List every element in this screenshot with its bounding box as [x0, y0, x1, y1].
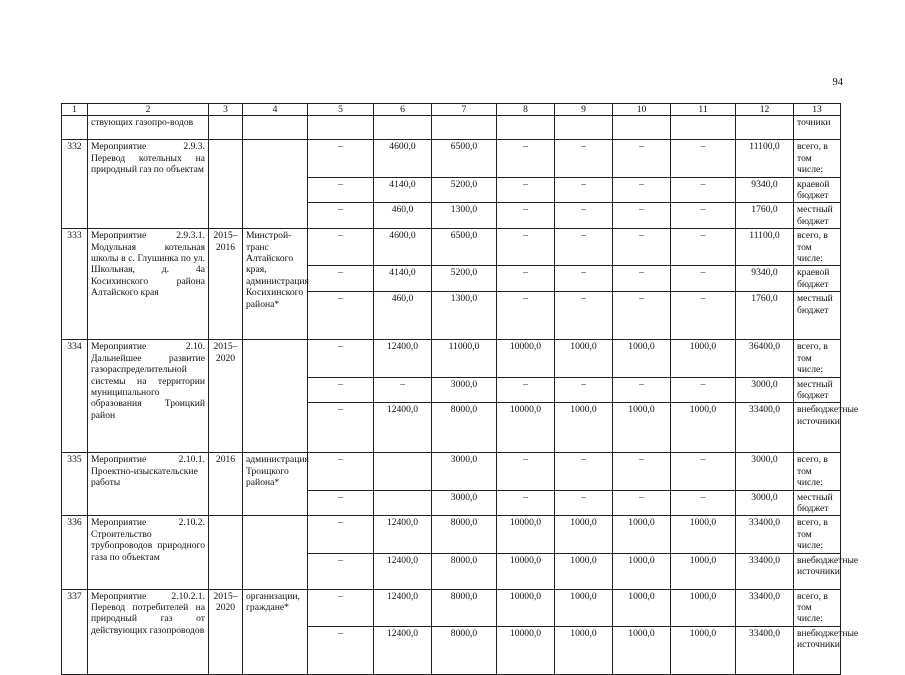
value-cell: –	[613, 453, 671, 490]
value-cell: –	[497, 203, 555, 229]
value-cell	[308, 116, 374, 140]
value-cell: 1000,0	[671, 589, 736, 626]
period-cell: 2016	[209, 453, 243, 516]
value-cell: 3000,0	[432, 377, 497, 403]
value-cell: –	[613, 490, 671, 516]
value-cell	[432, 116, 497, 140]
value-cell: 12400,0	[374, 626, 432, 674]
funding-source-cell: всего, в том числе:	[794, 516, 841, 553]
value-cell: 10000,0	[497, 589, 555, 626]
total-cell: 9340,0	[736, 266, 794, 292]
column-header: 8	[497, 104, 555, 116]
column-header: 3	[209, 104, 243, 116]
value-cell: 8000,0	[432, 589, 497, 626]
value-cell: –	[308, 203, 374, 229]
value-cell: 1000,0	[555, 340, 613, 377]
executor-cell: организации, граждане*	[243, 589, 308, 674]
value-cell	[736, 116, 794, 140]
value-cell	[374, 453, 432, 490]
total-cell: 33400,0	[736, 516, 794, 553]
executor-cell	[243, 516, 308, 589]
executor-cell	[243, 116, 308, 140]
period-cell	[209, 516, 243, 589]
value-cell: 12400,0	[374, 553, 432, 589]
value-cell: –	[308, 403, 374, 453]
value-cell: 1000,0	[613, 553, 671, 589]
value-cell: 6500,0	[432, 229, 497, 266]
value-cell: –	[671, 490, 736, 516]
value-cell: 460,0	[374, 203, 432, 229]
value-cell: 4600,0	[374, 229, 432, 266]
value-cell: 10000,0	[497, 553, 555, 589]
value-cell: –	[308, 292, 374, 340]
measure-name-cell: Мероприятие 2.10.2. Строительство трубопроводов природного газа по объектам	[88, 516, 209, 589]
value-cell: 12400,0	[374, 403, 432, 453]
value-cell: 1000,0	[613, 403, 671, 453]
table-row	[62, 340, 841, 377]
column-header: 13	[794, 104, 841, 116]
value-cell: 4140,0	[374, 177, 432, 203]
period-cell: 2015–2020	[209, 589, 243, 674]
table-row	[62, 589, 841, 626]
table-row	[62, 229, 841, 266]
value-cell: 1300,0	[432, 203, 497, 229]
funding-source-cell: местный бюджет	[794, 490, 841, 516]
value-cell: –	[497, 377, 555, 403]
value-cell: –	[613, 266, 671, 292]
value-cell: 8000,0	[432, 626, 497, 674]
funding-source-cell: всего, в том числе:	[794, 340, 841, 377]
funding-source-cell: внебюджетные источники	[794, 626, 841, 674]
executor-cell	[243, 340, 308, 453]
row-number-cell: 334	[62, 340, 88, 453]
value-cell: 12400,0	[374, 516, 432, 553]
total-cell: 11100,0	[736, 140, 794, 177]
value-cell: –	[308, 490, 374, 516]
value-cell: 5200,0	[432, 177, 497, 203]
funding-source-cell: точники	[794, 116, 841, 140]
column-header: 5	[308, 104, 374, 116]
value-cell	[671, 116, 736, 140]
value-cell: 1300,0	[432, 292, 497, 340]
page-number: 94	[832, 77, 843, 88]
value-cell: –	[308, 177, 374, 203]
row-number-cell: 335	[62, 453, 88, 516]
value-cell: 10000,0	[497, 516, 555, 553]
value-cell: –	[497, 292, 555, 340]
value-cell: 11000,0	[432, 340, 497, 377]
measure-name-cell: Мероприятие 2.10.2.1. Перевод потребителей на природный газ от действующих газопроводов	[88, 589, 209, 674]
row-number-cell	[62, 116, 88, 140]
value-cell	[555, 116, 613, 140]
funding-source-cell: местный бюджет	[794, 203, 841, 229]
value-cell: 1000,0	[613, 516, 671, 553]
total-cell: 3000,0	[736, 490, 794, 516]
value-cell: –	[613, 292, 671, 340]
column-header: 7	[432, 104, 497, 116]
row-number-cell: 336	[62, 516, 88, 589]
column-header: 4	[243, 104, 308, 116]
value-cell: –	[308, 140, 374, 177]
value-cell: 1000,0	[613, 626, 671, 674]
table-row	[62, 453, 841, 490]
value-cell: 1000,0	[555, 626, 613, 674]
value-cell: 1000,0	[671, 553, 736, 589]
funding-source-cell: внебюджетные источники	[794, 403, 841, 453]
measure-name-cell: Мероприятие 2.10. Дальнейшее развитие газораспределительной системы на территории муниципального образования Троицкий район	[88, 340, 209, 453]
value-cell: 1000,0	[671, 340, 736, 377]
executor-cell	[243, 140, 308, 229]
value-cell: –	[308, 553, 374, 589]
value-cell: 1000,0	[613, 340, 671, 377]
executor-cell: администрация Троицкого района*	[243, 453, 308, 516]
measure-name-cell: ствующих газопро-водов	[88, 116, 209, 140]
value-cell: 1000,0	[613, 589, 671, 626]
value-cell: 4140,0	[374, 266, 432, 292]
row-number-cell: 332	[62, 140, 88, 229]
value-cell: –	[308, 266, 374, 292]
value-cell	[374, 490, 432, 516]
column-header: 10	[613, 104, 671, 116]
value-cell: –	[308, 229, 374, 266]
column-header: 1	[62, 104, 88, 116]
value-cell: 10000,0	[497, 626, 555, 674]
value-cell: 12400,0	[374, 589, 432, 626]
funding-source-cell: местный бюджет	[794, 292, 841, 340]
measure-name-cell: Мероприятие 2.9.3. Перевод котельных на природный газ по объектам	[88, 140, 209, 229]
funding-source-cell: всего, в том числе:	[794, 589, 841, 626]
value-cell: –	[497, 453, 555, 490]
value-cell: –	[555, 453, 613, 490]
funding-source-cell: местный бюджет	[794, 377, 841, 403]
program-table	[61, 103, 859, 675]
value-cell: –	[555, 490, 613, 516]
value-cell: –	[308, 340, 374, 377]
period-cell: 2015–2016	[209, 229, 243, 340]
value-cell: –	[308, 589, 374, 626]
value-cell: –	[497, 177, 555, 203]
value-cell: –	[308, 377, 374, 403]
value-cell: 3000,0	[432, 453, 497, 490]
total-cell: 33400,0	[736, 403, 794, 453]
value-cell: 5200,0	[432, 266, 497, 292]
value-cell: 1000,0	[671, 626, 736, 674]
value-cell: –	[671, 229, 736, 266]
value-cell: 3000,0	[432, 490, 497, 516]
value-cell: –	[497, 229, 555, 266]
period-cell	[209, 140, 243, 229]
total-cell: 11100,0	[736, 229, 794, 266]
value-cell: 1000,0	[671, 516, 736, 553]
column-header: 2	[88, 104, 209, 116]
measure-name-cell: Мероприятие 2.10.1. Проектно-изыскательские работы	[88, 453, 209, 516]
value-cell: 1000,0	[555, 589, 613, 626]
value-cell: –	[497, 266, 555, 292]
value-cell: –	[613, 377, 671, 403]
value-cell: 12400,0	[374, 340, 432, 377]
value-cell: –	[308, 626, 374, 674]
value-cell: –	[497, 490, 555, 516]
column-number-header-row	[62, 104, 841, 116]
measure-name-cell: Мероприятие 2.9.3.1. Модульная котельная школы в с. Глушинка по ул. Школьная, д. 4а Косихинского района Алтайского края	[88, 229, 209, 340]
total-cell: 1760,0	[736, 292, 794, 340]
funding-source-cell: краевой бюджет	[794, 177, 841, 203]
value-cell: 1000,0	[555, 403, 613, 453]
value-cell: –	[308, 516, 374, 553]
value-cell: –	[555, 140, 613, 177]
value-cell: –	[308, 453, 374, 490]
table-row	[62, 140, 841, 177]
value-cell: –	[555, 203, 613, 229]
value-cell: 460,0	[374, 292, 432, 340]
total-cell: 9340,0	[736, 177, 794, 203]
total-cell: 1760,0	[736, 203, 794, 229]
funding-source-cell: всего, в том числе:	[794, 453, 841, 490]
value-cell: 4600,0	[374, 140, 432, 177]
value-cell: 1000,0	[671, 403, 736, 453]
value-cell: –	[671, 140, 736, 177]
value-cell: –	[555, 177, 613, 203]
value-cell: 8000,0	[432, 403, 497, 453]
value-cell: –	[555, 292, 613, 340]
funding-source-cell: внебюджетные источники	[794, 553, 841, 589]
value-cell: –	[613, 203, 671, 229]
row-number-cell: 337	[62, 589, 88, 674]
executor-cell: Минстрой-транс Алтайского края, администрация Косихинского района*	[243, 229, 308, 340]
value-cell: –	[671, 203, 736, 229]
value-cell: 10000,0	[497, 403, 555, 453]
value-cell: –	[555, 229, 613, 266]
total-cell: 36400,0	[736, 340, 794, 377]
value-cell: –	[613, 140, 671, 177]
period-cell	[209, 116, 243, 140]
total-cell: 33400,0	[736, 553, 794, 589]
total-cell: 33400,0	[736, 589, 794, 626]
value-cell: 8000,0	[432, 516, 497, 553]
value-cell: –	[497, 140, 555, 177]
value-cell: 8000,0	[432, 553, 497, 589]
continuation-row	[62, 116, 841, 140]
value-cell: –	[671, 453, 736, 490]
funding-source-cell: всего, в том числе:	[794, 140, 841, 177]
value-cell: 10000,0	[497, 340, 555, 377]
period-cell: 2015–2020	[209, 340, 243, 453]
value-cell	[497, 116, 555, 140]
column-header: 11	[671, 104, 736, 116]
column-header: 9	[555, 104, 613, 116]
total-cell: 3000,0	[736, 377, 794, 403]
value-cell: –	[555, 377, 613, 403]
value-cell: –	[555, 266, 613, 292]
value-cell: –	[671, 292, 736, 340]
value-cell: –	[613, 177, 671, 203]
total-cell: 3000,0	[736, 453, 794, 490]
value-cell	[613, 116, 671, 140]
value-cell: –	[671, 177, 736, 203]
column-header: 6	[374, 104, 432, 116]
value-cell: –	[613, 229, 671, 266]
value-cell: –	[671, 266, 736, 292]
row-number-cell: 333	[62, 229, 88, 340]
value-cell: –	[374, 377, 432, 403]
funding-source-cell: краевой бюджет	[794, 266, 841, 292]
total-cell: 33400,0	[736, 626, 794, 674]
funding-source-cell: всего, в том числе:	[794, 229, 841, 266]
value-cell: 1000,0	[555, 553, 613, 589]
value-cell: 1000,0	[555, 516, 613, 553]
value-cell: –	[671, 377, 736, 403]
column-header: 12	[736, 104, 794, 116]
value-cell: 6500,0	[432, 140, 497, 177]
value-cell	[374, 116, 432, 140]
table-row	[62, 516, 841, 553]
